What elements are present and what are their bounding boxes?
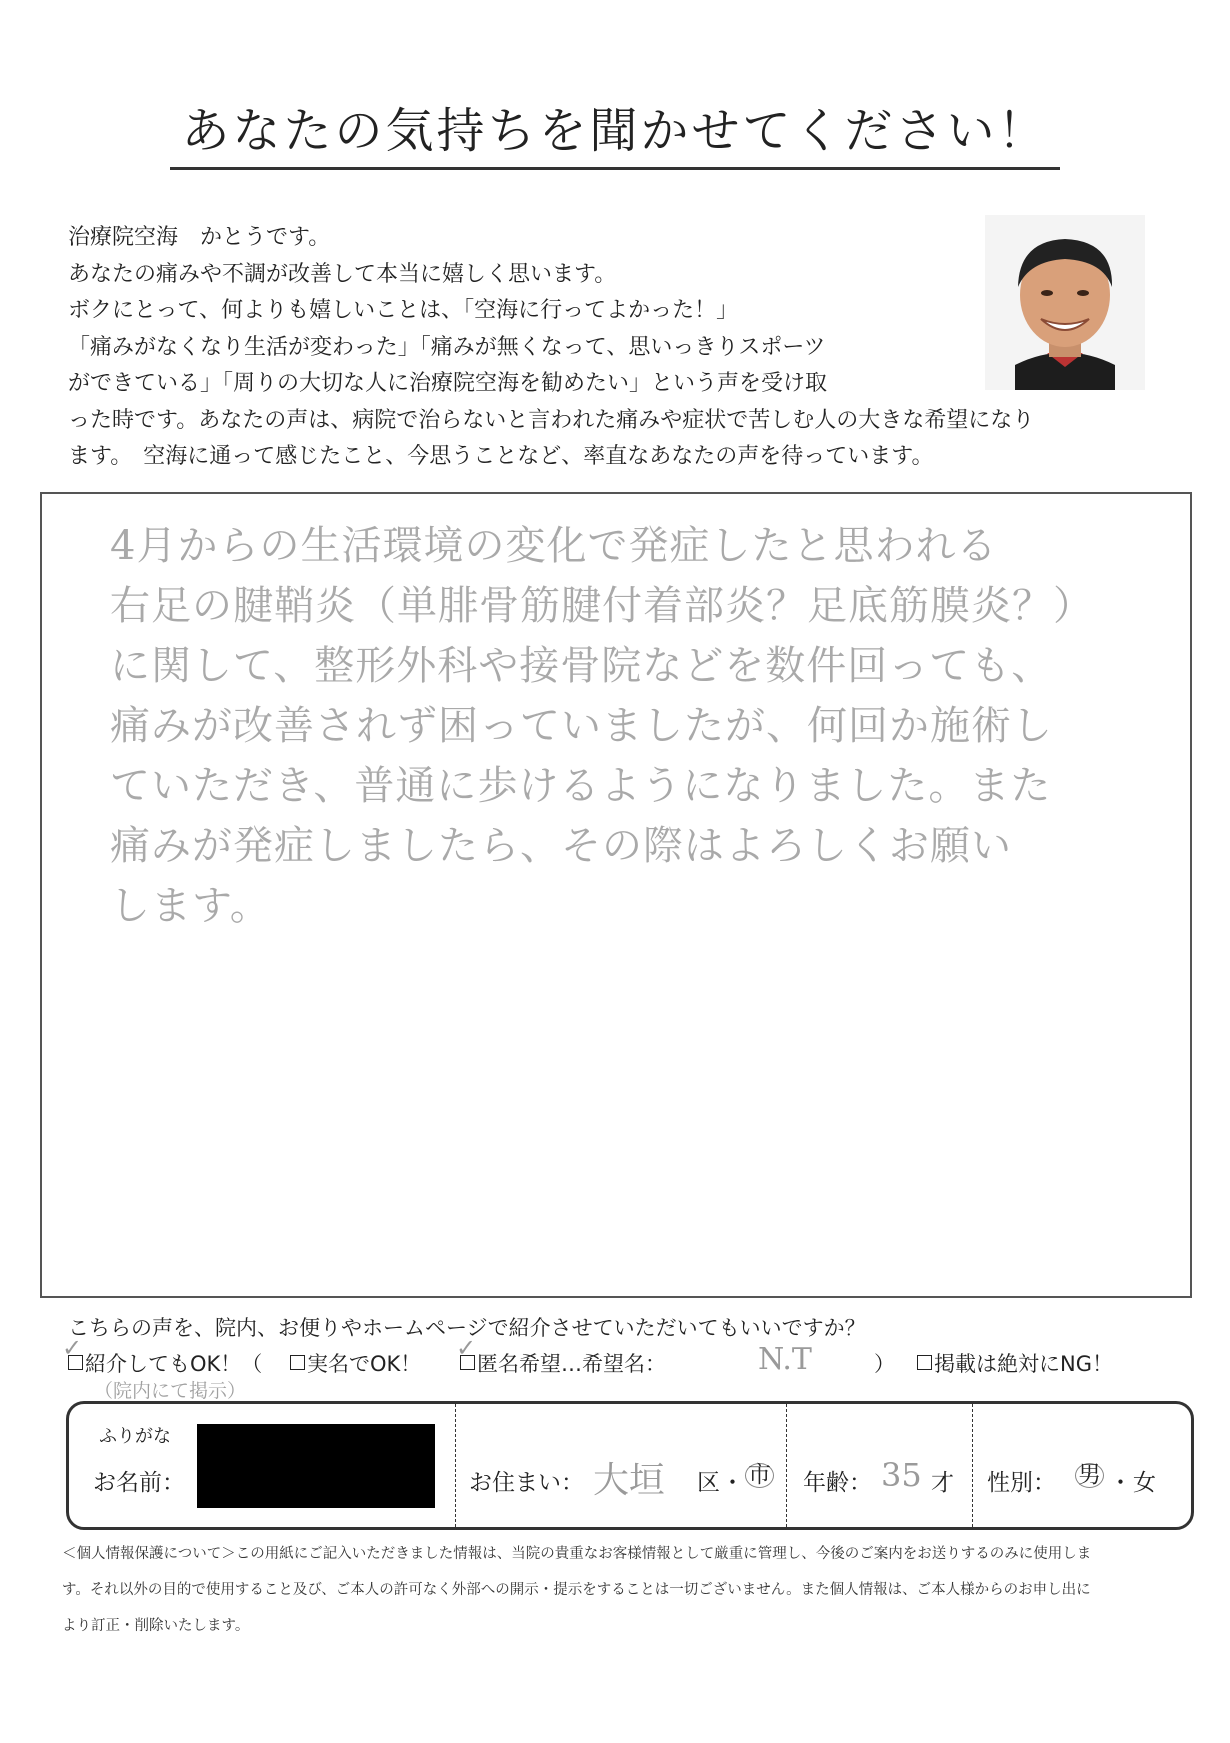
consent-option-realname-label: 実名でOK！ [307,1352,422,1376]
page-title: あなたの気持ちを聞かせてください！ [170,92,1060,170]
check-mark-icon: ✓ [456,1334,477,1362]
consent-option-ng-label: 掲載は絶対にNG！ [934,1352,1113,1376]
intro-line: ができている」「周りの大切な人に治療院空海を勧めたい」という声を受け取 [68,371,828,396]
personal-info-box [66,1401,1194,1530]
privacy-notice [62,1536,1182,1644]
consent-option-ok-label: 紹介してもOK！（ [85,1352,263,1376]
name-label: お名前： [93,1470,185,1496]
privacy-line: ＜個人情報保護について＞この用紙にご記入いただきました情報は、当院の貴重なお客様情報として厳重に管理し、今後のご案内をお送りするのみに使用しま [62,1546,1092,1562]
gender-male[interactable] [1075,1462,1104,1488]
check-mark-icon: ✓ [62,1334,83,1362]
message-line: します。 [110,883,271,929]
intro-line: あなたの痛みや不調が改善して本当に嬉しく思います。 [68,261,617,287]
address-dot: ・ [721,1470,744,1496]
divider [786,1404,788,1527]
staff-photo [985,215,1145,390]
privacy-line: す。それ以外の目的で使用すること及び、ご本人の許可なく外部への開示・提示をすることは一切ございません。また個人情報は、ご本人様からのお申し出に [62,1582,1091,1598]
age-value: 35 [881,1456,922,1494]
intro-line: 治療院空海 かとうです。 [68,225,331,250]
checkbox-icon[interactable] [290,1355,305,1370]
handwritten-message [110,516,1190,936]
redacted-name [197,1424,435,1508]
consent-option-ng[interactable] [917,1348,1113,1378]
address-shi [745,1462,774,1488]
consent-option-ok[interactable] [62,1334,263,1378]
gender-male-circled: 男 [1075,1463,1104,1488]
message-line: に関して、整形外科や接骨院などを数件回っても、 [110,643,1053,689]
age-unit: 才 [931,1470,954,1496]
message-box [40,492,1192,1298]
anonymous-name-close: ） [874,1352,895,1376]
consent-question: こちらの声を、院内、お便りやホームページで紹介させていただいてもいいですか？ [68,1316,866,1340]
consent-option-anonymous[interactable] [456,1334,666,1378]
privacy-line: より訂正・削除いたします。 [62,1618,250,1634]
address-shi-circled: 市 [745,1463,774,1488]
consent-option-realname[interactable] [290,1348,421,1378]
anonymous-name-value: N.T [758,1342,812,1377]
divider [455,1404,457,1527]
staff-portrait-image [985,215,1145,390]
checkbox-icon[interactable] [917,1355,932,1370]
gender-dot: ・ [1109,1470,1132,1496]
consent-option-anonymous-label: 匿名希望…希望名： [477,1352,666,1376]
address-value: 大垣 [593,1460,666,1501]
intro-line: った時です。あなたの声は、病院で治らないと言われた痛みや症状で苦しむ人の大きな希望になり [68,407,1035,433]
gender-label: 性別： [987,1470,1056,1496]
handwritten-note: （院内にて掲示） [94,1380,247,1402]
message-line: 右足の腱鞘炎（単腓骨筋腱付着部炎？足底筋膜炎？） [110,583,1094,629]
message-line: 痛みが改善されず困っていましたが、何回か施術し [110,703,1053,749]
age-label: 年齢： [803,1470,872,1496]
address-ku: 区 [697,1470,720,1496]
gender-female[interactable]: 女 [1133,1470,1156,1496]
divider [972,1404,974,1527]
intro-line: ボクにとって、何よりも嬉しいことは、「空海に行ってよかった！」 [68,298,739,323]
intro-line: 「痛みがなくなり生活が変わった」「痛みが無くなって、思いっきりスポーツ [68,334,826,360]
message-line: ていただき、普通に歩けるようになりました。また [110,763,1052,809]
furigana-label: ふりがな [99,1426,171,1447]
intro-line: ます。 空海に通って感じたこと、今思うことなど、率直なあなたの声を待っています。 [68,444,934,469]
message-line: 痛みが発症しましたら、その際はよろしくお願い [110,823,1012,869]
address-label: お住まい： [469,1470,584,1496]
message-line: 4月からの生活環境の変化で発症したと思われる [110,523,998,569]
